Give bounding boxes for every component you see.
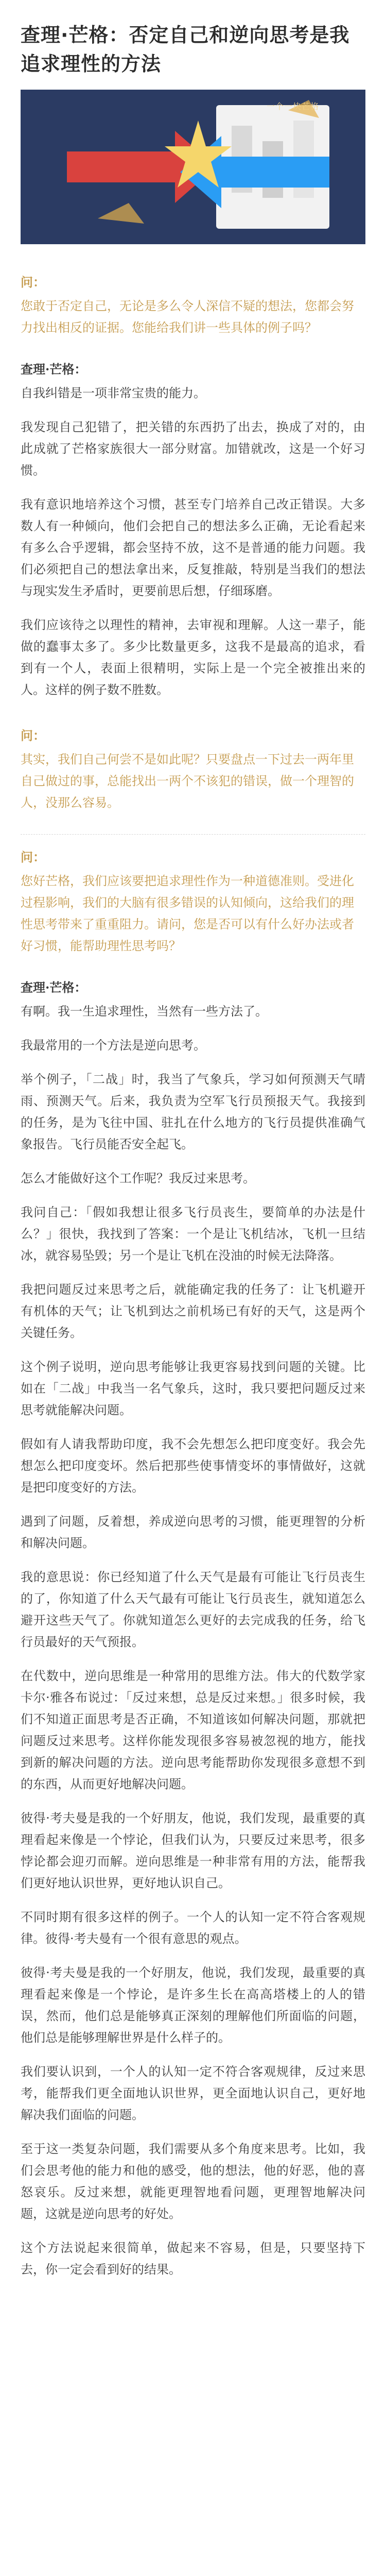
answer-paragraph: 我发现自己犯错了，把关错的东西扔了出去，换成了对的，由此成就了芒格家族很大一部分财富。加错就改，这是一个好习惯。: [21, 420, 365, 478]
question-label: 问：: [21, 728, 45, 743]
article-content: [0, 260, 386, 2280]
answer-paragraph: 我的意思说：你已经知道了什么天气是最有可能让飞行员丧生的了，你知道了什么天气最有可能让飞行员丧生，就知道怎么避开这些天气了。你就知道怎么更好的去完成我的任务，给飞行员最好的天气预报。: [21, 1570, 365, 1649]
answer-paragraph: 假如有人请我帮助印度，我不会先想怎么把印度变好。我会先想怎么把印度变坏。然后把那些使事情变坏的事情做好，这就是把印度变好的方法。: [21, 1437, 365, 1495]
answer-paragraph: 彼得·考夫曼是我的一个好朋友，他说，我们发现，最重要的真理看起来像是一个悖论，但我们认为，只要反过来思考，很多悖论都会迎刃而解。逆向思维是一种非常有用的方法，能帮我们更好地认识世界，更好地认识自己。: [21, 1811, 365, 1890]
question-block: [21, 260, 365, 342]
answer-paragraph: 我把问题反过来思考之后，就能确定我的任务了：让飞机避开有机体的天气；让飞机到达之前机场已有好的天气，这是两个关键任务。: [21, 1282, 365, 1340]
answer-label: 查理·芒格：: [21, 362, 87, 377]
answer-paragraph: 遇到了问题，反着想，养成逆向思考的习惯，能更理智的分析和解决问题。: [21, 1514, 365, 1550]
answer-paragraph: 彼得·考夫曼是我的一个好朋友，他说，我们发现，最重要的真理看起来像是一个悖论，是许多生长在高高塔楼上的人的错误，然而，他们总是能够真正深刻的理解他们所面临的问题，他们总是能够理解世界是什么样子的。: [21, 1965, 365, 2045]
question-label: 问：: [21, 850, 45, 865]
answer-paragraph: 我最常用的一个方法是逆向思考。: [21, 1038, 206, 1053]
answer-paragraph: 这个方法说起来很简单，做起来不容易，但是，只要坚持下去，你一定会看到好的结果。: [21, 2241, 365, 2277]
question-text: 您敢于否定自己，无论是多么令人深信不疑的想法，您都会努力找出相反的证据。您能给我们讲一些具体的例子吗？: [21, 299, 354, 335]
answer-paragraph: 自我纠错是一项非常宝贵的能力。: [21, 386, 206, 400]
answer-paragraph: 我们要认识到，一个人的认知一定不符合客观规律，反过来思考，能帮我们更全面地认识世界，更全面地认识自己，更好地解决我们面临的问题。: [21, 2064, 365, 2122]
answer-paragraph: 至于这一类复杂问题，我们需要从多个角度来思考。比如，我们会思考他的能力和他的感受，他的想法，他的好恶，他的喜怒哀乐。反过来想，就能更理智地看问题，更理智地解决问题，这就是逆向思考的好处。: [21, 2142, 365, 2221]
answer-paragraph: 举个例子，「二战」时，我当了气象兵，学习如何预测天气晴雨、预测天气。后来，我负责为空军飞行员预报天气。我接到的任务，是为飞往中国、驻扎在什么地方的飞行员提供准确气象报告。飞行员能否安全起飞。: [21, 1072, 365, 1151]
answer-body: [21, 1001, 365, 2280]
answer-paragraph: 有啊。我一生追求理性，当然有一些方法了。: [21, 1004, 268, 1019]
question-block: [21, 713, 365, 817]
hero-image: [21, 90, 365, 244]
answer-paragraph: 我们应该待之以理性的精神，去审视和理解。人这一辈子，能做的蠢事太多了。多少比数量更多，这我不是最高的追求，看到有一个人，表面上很精明，实际上是一个完全被推出来的人。这样的例子数不胜数。: [21, 618, 365, 697]
answer-paragraph: 在代数中，逆向思维是一种常用的思维方法。伟大的代数学家卡尔·雅各布说过：「反过来想，总是反过来想。」很多时候，我们不知道正面思考是否正确，不知道该如何解决问题，那就把问题反过来思考。这样你能发现很多容易被忽视的地方，能找到新的解决问题的方法。逆向思考能帮助你发现很多意想不到的东西，从而更好地解决问题。: [21, 1669, 365, 1791]
answer-paragraph: 我问自己：「假如我想让很多飞行员丧生，要简单的办法是什么？」很快，我找到了答案：一个是让飞机结冰，飞机一旦结冰，就容易坠毁；另一个是让飞机在没油的时候无法降落。: [21, 1205, 365, 1263]
question-text: 其实，我们自己何尝不是如此呢？只要盘点一下过去一两年里自己做过的事，总能找出一两个不该犯的错误，做一个理智的人，没那么容易。: [21, 752, 354, 810]
answer-body: [21, 382, 365, 701]
answer-paragraph: 这个例子说明，逆向思考能够让我更容易找到问题的关键。比如在「二战」中我当一名气象兵，这时，我只要把问题反过来思考就能解决问题。: [21, 1360, 365, 1417]
answer-paragraph: 我有意识地培养这个习惯，甚至专门培养自己改正错误。大多数人有一种倾向，他们会把自己的想法多么正确，无论看起来有多么合乎逻辑，都会坚持不放，这不是普通的能力问题。我们必须把自己的想法拿出来，反复推敲，特别是当我们的想法与现实发生矛盾时，更要前思后想，仔细琢磨。: [21, 497, 365, 598]
question-label: 问：: [21, 275, 45, 290]
answer-label: 查理·芒格：: [21, 980, 87, 995]
question-text: 您好芒格，我们应该要把追求理性作为一种道德准则。受进化过程影响，我们的大脑有很多错误的认知倾向，这给我们的理性思考带来了重重阻力。请问，您是否可以有什么好办法或者好习惯，能帮助理性思考吗？: [21, 874, 354, 953]
article-title: 查理·芒格：否定自己和逆向思考是我追求理性的方法: [21, 24, 350, 75]
hero-tag: 一个一块芒格: [266, 101, 319, 111]
answer-paragraph: 不同时期有很多这样的例子。一个人的认知一定不符合客观规律。彼得·考夫曼有一个很有意思的观点。: [21, 1910, 365, 1946]
answer-paragraph: 怎么才能做好这个工作呢？我反过来思考。: [21, 1171, 255, 1185]
question-block: [21, 835, 365, 960]
hero-illustration: [21, 90, 365, 244]
